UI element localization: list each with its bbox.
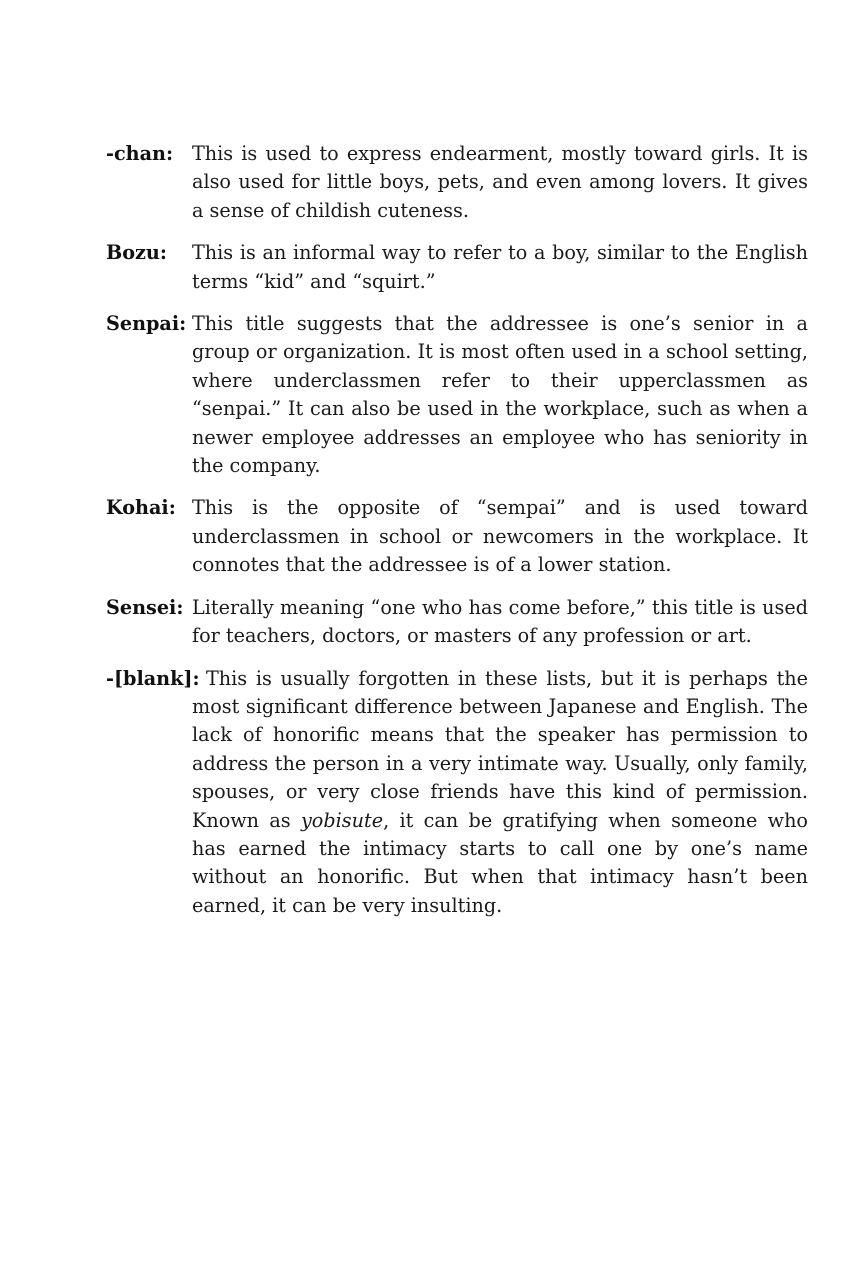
glossary-entry-chan	[106, 140, 808, 225]
entry-term: Sensei:	[106, 595, 184, 619]
entry-definition: This is an informal way to refer to a boy, similar to the English terms “kid” and “squirt.”	[192, 241, 808, 293]
entry-definition: This title suggests that the addressee is one’s senior in a group or organization. It is most often used in a school setting, where underclassmen refer to their upperclassmen as “senpai.” It can also be used in the workplace, such as when a newer employee addresses an employee who has seniority in the company.	[192, 312, 808, 478]
entry-term: -chan:	[106, 142, 174, 165]
definition-text-after: , it can be gratifying when someone who has earned the intimacy starts to call one by one’s name without an honorific. But when that intimacy hasn’t been earned, it can be very insulting.	[192, 808, 808, 917]
definition-text-italic: yobisute	[300, 808, 384, 832]
entry-term: Bozu:	[106, 241, 167, 265]
entry-term: -[blank]:	[106, 666, 200, 690]
glossary-entry-sensei	[106, 594, 808, 651]
entry-definition: This is used to express endearment, mostly toward girls. It is also used for little boys, pets, and even among lovers. It gives a sense of childish cuteness.	[192, 142, 808, 222]
definition-text-before: This is usually forgotten in these lists, but it is perhaps the most significant difference between Japanese and English. The lack of honorific means that the speaker has permission to address the person in a very intimate way. Usually, only family, spouses, or very close friends have this kind of permission. Known as	[192, 666, 808, 832]
entry-definition	[192, 665, 808, 921]
glossary-entry-senpai	[106, 310, 808, 480]
glossary-entry-blank	[106, 665, 808, 921]
honorifics-glossary	[106, 140, 808, 934]
glossary-entry-kohai	[106, 494, 808, 579]
entry-definition: This is the opposite of “sempai” and is used toward underclassmen in school or newcomers in the workplace. It connotes that the addressee is of a lower station.	[192, 496, 808, 577]
entry-term: Senpai:	[106, 312, 187, 336]
entry-term: Kohai:	[106, 496, 176, 520]
entry-definition: Literally meaning “one who has come before,” this title is used for teachers, doctors, or masters of any profession or art.	[192, 595, 808, 648]
glossary-entry-bozu	[106, 239, 808, 296]
